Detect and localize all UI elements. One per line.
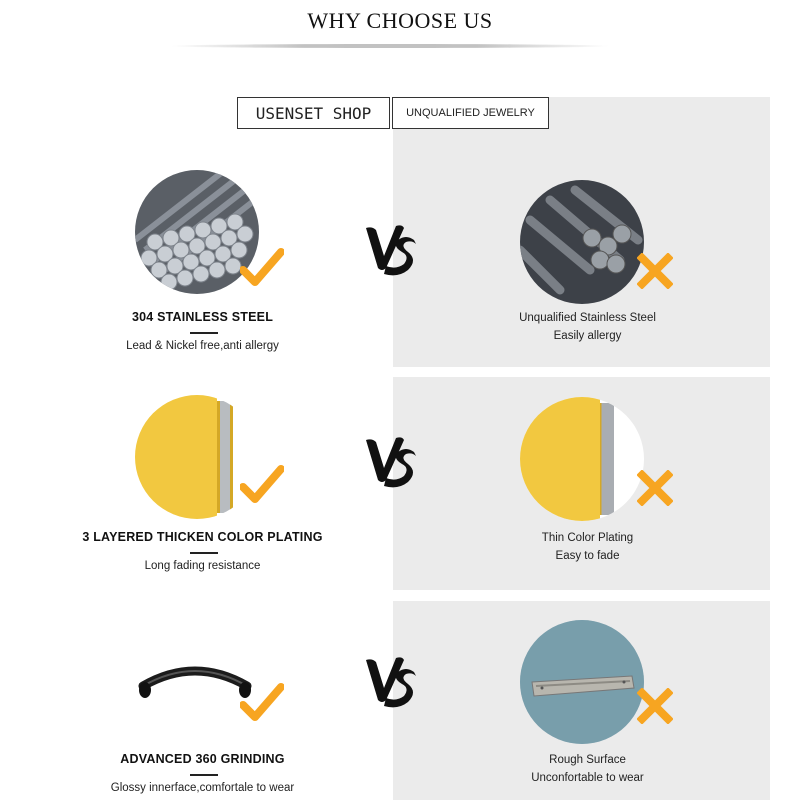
x-icon — [637, 688, 673, 724]
unqualified-title-grinding: Rough Surface — [549, 754, 626, 766]
thin-plating-image — [520, 397, 644, 521]
x-icon — [637, 253, 673, 289]
unqualified-sub-grinding: Unconfortable to wear — [531, 772, 644, 784]
header-unqualified-jewelry: UNQUALIFIED JEWELRY — [392, 97, 549, 129]
x-icon — [637, 470, 673, 506]
vs-icon — [362, 430, 418, 490]
vs-icon — [362, 218, 418, 278]
check-icon — [240, 248, 284, 288]
feature-title-grinding: ADVANCED 360 GRINDING — [120, 752, 285, 766]
unqualified-sub-steel: Easily allergy — [553, 330, 622, 342]
bangle-image — [135, 660, 255, 708]
feature-sub-steel: Lead & Nickel free,anti allergy — [126, 340, 279, 352]
feature-sub-plating: Long fading resistance — [144, 560, 261, 572]
feature-title-steel: 304 STAINLESS STEEL — [131, 310, 274, 324]
feature-divider — [190, 552, 218, 554]
feature-divider — [190, 774, 218, 776]
title-divider — [170, 44, 610, 48]
check-icon — [240, 683, 284, 723]
feature-sub-grinding: Glossy innerface,comfortale to wear — [110, 782, 295, 794]
feature-title-plating: 3 LAYERED THICKEN COLOR PLATING — [82, 530, 323, 544]
unqualified-sub-plating: Easy to fade — [555, 550, 620, 562]
header-usenset-shop: USENSET SHOP — [237, 97, 390, 129]
feature-divider — [190, 332, 218, 334]
unqualified-title-plating: Thin Color Plating — [541, 532, 634, 544]
vs-icon — [362, 650, 418, 710]
rough-surface-image — [520, 620, 644, 744]
check-icon — [240, 465, 284, 505]
unqualified-steel-image — [520, 180, 644, 304]
unqualified-title-steel: Unqualified Stainless Steel — [519, 312, 656, 324]
page-title: WHY CHOOSE US — [307, 8, 493, 33]
